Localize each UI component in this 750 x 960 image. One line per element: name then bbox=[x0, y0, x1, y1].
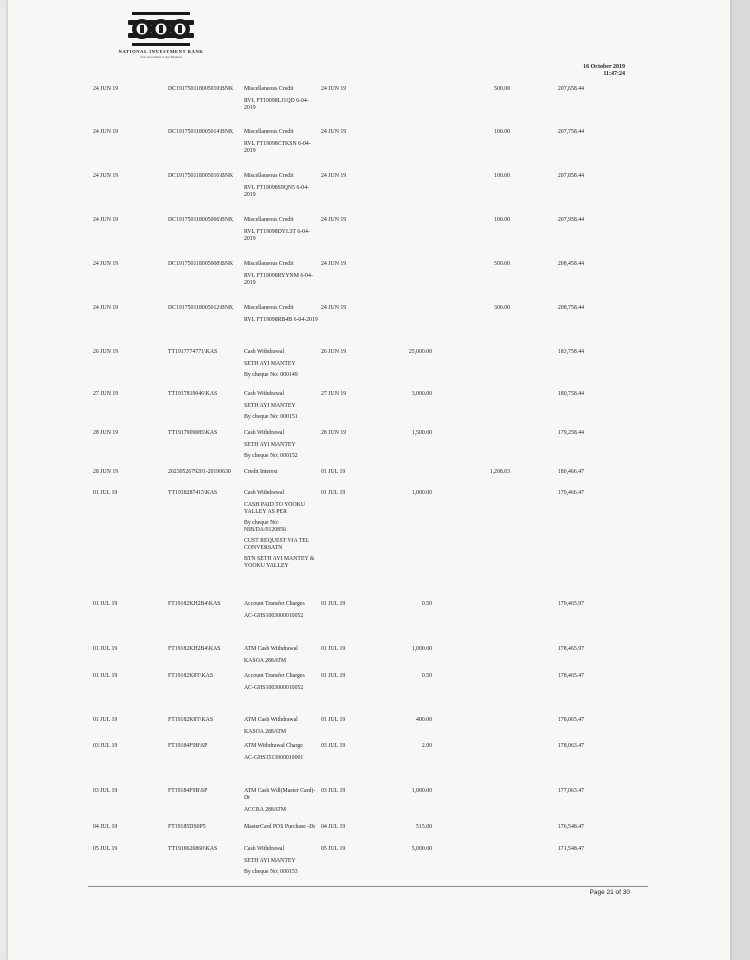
txn-reference: TT1917819046\KAS bbox=[168, 391, 218, 397]
bank-name: NATIONAL INVESTMENT BANK bbox=[118, 49, 204, 54]
txn-description-line: RVL FT19098RB4B 6-04-2019 bbox=[244, 317, 318, 323]
txn-balance: 178,063.47 bbox=[557, 743, 584, 749]
txn-value-date: 28 JUN 19 bbox=[321, 430, 347, 436]
txn-reference: FT19182K8T\KAS bbox=[168, 673, 214, 679]
txn-description-line: By cheque No: 000152 bbox=[244, 453, 298, 459]
txn-description-line: Cash Withdrawal bbox=[244, 490, 285, 496]
txn-description bbox=[244, 261, 320, 291]
txn-value-date: 04 JUL 19 bbox=[321, 824, 346, 830]
txn-description-line: SETH AYI MANTEY bbox=[244, 442, 296, 448]
txn-reference: DC191750118005014\BNK bbox=[168, 129, 234, 135]
txn-description bbox=[244, 743, 320, 766]
txn-description-line: ATM Cash Withdrawal bbox=[244, 646, 298, 652]
txn-description-line: KASOA 288ATM bbox=[244, 658, 287, 664]
txn-reference: FT19184F9B\SP bbox=[168, 788, 208, 794]
txn-description-line: CUST REQUEST VIA TEL CONVERSATN bbox=[244, 538, 310, 551]
txn-description-line: ACCRA 288ATM bbox=[244, 807, 287, 813]
txn-description bbox=[244, 490, 320, 574]
txn-balance: 178,065.47 bbox=[557, 717, 584, 723]
txn-date: 27 JUN 19 bbox=[93, 391, 119, 397]
txn-description-line: Miscellaneous Credit bbox=[244, 129, 294, 135]
txn-description bbox=[244, 469, 320, 481]
txn-description-line: Cash Withdrawal bbox=[244, 430, 285, 436]
txn-date: 03 JUL 19 bbox=[93, 743, 118, 749]
txn-description bbox=[244, 430, 320, 464]
txn-description bbox=[244, 601, 320, 624]
txn-debit: 3,000.00 bbox=[411, 391, 432, 397]
txn-description-line: CASH PAID TO YOOKU YALLEY AS PER bbox=[244, 502, 306, 515]
txn-balance: 180,758.44 bbox=[557, 391, 584, 397]
txn-description-line: ATM Cash Wdl(Master Card)-Dr bbox=[244, 788, 316, 801]
txn-balance: 207,658.44 bbox=[557, 86, 584, 92]
txn-date: 24 JUN 19 bbox=[93, 86, 119, 92]
txn-reference: FT19185DS0P5 bbox=[168, 824, 206, 830]
txn-value-date: 24 JUN 19 bbox=[321, 129, 347, 135]
txn-value-date: 01 JUL 19 bbox=[321, 601, 346, 607]
txn-credit: 1,208.03 bbox=[489, 469, 510, 475]
txn-date: 24 JUN 19 bbox=[93, 129, 119, 135]
txn-value-date: 01 JUL 19 bbox=[321, 469, 346, 475]
txn-debit: 400.00 bbox=[416, 717, 432, 723]
txn-value-date: 05 JUL 19 bbox=[321, 846, 346, 852]
txn-date: 28 JUN 19 bbox=[93, 430, 119, 436]
txn-description bbox=[244, 86, 320, 116]
txn-debit: 1,500.00 bbox=[411, 430, 432, 436]
txn-reference: FT19182K8T\KAS bbox=[168, 717, 214, 723]
txn-description bbox=[244, 646, 320, 669]
txn-debit: 1,000.00 bbox=[411, 490, 432, 496]
txn-description-line: RVL FT19098CTKSN 6-04-2019 bbox=[244, 141, 311, 154]
txn-description bbox=[244, 391, 320, 425]
txn-balance: 207,858.44 bbox=[557, 173, 584, 179]
txn-balance: 208,758.44 bbox=[557, 305, 584, 311]
txn-reference: TT1917774771\KAS bbox=[168, 349, 218, 355]
txn-date: 01 JUL 19 bbox=[93, 601, 118, 607]
txn-reference: TT1917909085\KAS bbox=[168, 430, 218, 436]
txn-value-date: 01 JUL 19 bbox=[321, 717, 346, 723]
txn-credit: 500.00 bbox=[494, 86, 510, 92]
txn-balance: 176,548.47 bbox=[557, 824, 584, 830]
page-number: Page 21 of 30 bbox=[589, 889, 630, 896]
txn-debit: 1,000.00 bbox=[411, 646, 432, 652]
txn-balance: 179,466.47 bbox=[557, 490, 584, 496]
txn-debit: 1,000.00 bbox=[411, 788, 432, 794]
bank-tagline: Your Investment is Our Business bbox=[140, 55, 182, 59]
txn-description-line: KASOA 288ATM bbox=[244, 729, 287, 735]
txn-description-line: SETH AYI MANTEY bbox=[244, 403, 296, 409]
transaction-list bbox=[8, 0, 730, 900]
txn-balance: 179,258.44 bbox=[557, 430, 584, 436]
txn-balance: 178,465.47 bbox=[557, 673, 584, 679]
txn-description-line: Miscellaneous Credit bbox=[244, 86, 294, 92]
txn-credit: 100.00 bbox=[494, 217, 510, 223]
txn-description-line: RVL FT19098DYL3T 6-04-2019 bbox=[244, 229, 310, 242]
txn-credit: 100.00 bbox=[494, 129, 510, 135]
txn-description-line: By cheque No: 000149 bbox=[244, 372, 298, 378]
txn-description-line: SETH AYI MANTEY bbox=[244, 858, 296, 864]
txn-description-line: RVL FT19098RYYNM 6-04-2019 bbox=[244, 273, 313, 286]
txn-description bbox=[244, 173, 320, 203]
txn-balance: 183,758.44 bbox=[557, 349, 584, 355]
txn-description-line: By cheque No: NIB/DA/0120856 bbox=[244, 520, 286, 533]
txn-value-date: 01 JUL 19 bbox=[321, 673, 346, 679]
txn-credit: 300.00 bbox=[494, 305, 510, 311]
txn-date: 24 JUN 19 bbox=[93, 261, 119, 267]
txn-description-line: Miscellaneous Credit bbox=[244, 173, 294, 179]
txn-debit: 2.00 bbox=[421, 743, 432, 749]
txn-description bbox=[244, 846, 320, 880]
txn-value-date: 24 JUN 19 bbox=[321, 261, 347, 267]
print-time: 11:47:24 bbox=[603, 71, 625, 77]
txn-value-date: 01 JUL 19 bbox=[321, 646, 346, 652]
txn-date: 24 JUN 19 bbox=[93, 217, 119, 223]
footer-divider bbox=[88, 886, 648, 887]
txn-value-date: 24 JUN 19 bbox=[321, 217, 347, 223]
txn-reference: FT19184F9B\SP bbox=[168, 743, 208, 749]
txn-debit: 515.00 bbox=[416, 824, 432, 830]
txn-description-line: By cheque No: 000153 bbox=[244, 869, 298, 875]
txn-description-line: Account Transfer Charges bbox=[244, 601, 305, 607]
txn-description-line: Account Transfer Charges bbox=[244, 673, 305, 679]
txn-reference: DC191750118005016\BNK bbox=[168, 173, 234, 179]
txn-description-line: Credit Interest bbox=[244, 469, 278, 475]
txn-value-date: 03 JUL 19 bbox=[321, 788, 346, 794]
txn-date: 01 JUL 19 bbox=[93, 646, 118, 652]
txn-balance: 171,548.47 bbox=[557, 846, 584, 852]
txn-value-date: 01 JUL 19 bbox=[321, 490, 346, 496]
txn-balance: 207,758.44 bbox=[557, 129, 584, 135]
txn-description-line: Cash Withdrawal bbox=[244, 391, 285, 397]
txn-description-line: AC-GHS1003000010052 bbox=[244, 685, 304, 691]
txn-date: 01 JUL 19 bbox=[93, 717, 118, 723]
txn-date: 28 JUN 19 bbox=[93, 469, 119, 475]
txn-description-line: Miscellaneous Credit bbox=[244, 305, 294, 311]
txn-reference: DC191750118005010\BNK bbox=[168, 86, 234, 92]
txn-date: 01 JUL 19 bbox=[93, 490, 118, 496]
txn-description bbox=[244, 349, 320, 383]
txn-date: 03 JUL 19 bbox=[93, 788, 118, 794]
txn-balance: 207,958.44 bbox=[557, 217, 584, 223]
txn-value-date: 27 JUN 19 bbox=[321, 391, 347, 397]
txn-description-line: ATM Withdrawal Charge bbox=[244, 743, 303, 749]
txn-credit: 500.00 bbox=[494, 261, 510, 267]
txn-reference: DC191750118005012\BNK bbox=[168, 305, 234, 311]
txn-debit: 0.50 bbox=[421, 673, 432, 679]
txn-description-line: Cash Withdrawal bbox=[244, 846, 285, 852]
txn-description-line: AC-GHS1513900010001 bbox=[244, 755, 304, 761]
txn-reference: 2023052679201-20190630 bbox=[168, 469, 231, 475]
txn-value-date: 26 JUN 19 bbox=[321, 349, 347, 355]
txn-description bbox=[244, 217, 320, 247]
statement-page bbox=[8, 0, 730, 960]
txn-balance: 178,465.97 bbox=[557, 646, 584, 652]
txn-date: 04 JUL 19 bbox=[93, 824, 118, 830]
txn-balance: 180,466.47 bbox=[557, 469, 584, 475]
txn-description-line: AC-GHS1003000010052 bbox=[244, 613, 304, 619]
txn-debit: 0.50 bbox=[421, 601, 432, 607]
txn-reference: FT19182KH2B4\KAS bbox=[168, 601, 221, 607]
print-date: 16 October 2019 bbox=[583, 64, 625, 70]
txn-value-date: 24 JUN 19 bbox=[321, 305, 347, 311]
txn-value-date: 24 JUN 19 bbox=[321, 86, 347, 92]
txn-description bbox=[244, 717, 320, 740]
txn-description-line: ATM Cash Withdrawal bbox=[244, 717, 298, 723]
txn-description-line: By cheque No: 000151 bbox=[244, 414, 298, 420]
txn-description-line: Miscellaneous Credit bbox=[244, 217, 294, 223]
txn-date: 24 JUN 19 bbox=[93, 305, 119, 311]
txn-date: 26 JUN 19 bbox=[93, 349, 119, 355]
txn-reference: TT1918287415\KAS bbox=[168, 490, 218, 496]
txn-description bbox=[244, 129, 320, 159]
txn-value-date: 03 JUL 19 bbox=[321, 743, 346, 749]
txn-reference: DC191750118005008\BNK bbox=[168, 261, 234, 267]
txn-description bbox=[244, 824, 320, 836]
txn-date: 01 JUL 19 bbox=[93, 673, 118, 679]
txn-credit: 100.00 bbox=[494, 173, 510, 179]
txn-description bbox=[244, 788, 320, 818]
txn-reference: TT1918620860\KAS bbox=[168, 846, 218, 852]
txn-description-line: Miscellaneous Credit bbox=[244, 261, 294, 267]
txn-description bbox=[244, 673, 320, 696]
txn-description-line: RVL FT19098S9QN5 6-04-2019 bbox=[244, 185, 310, 198]
txn-description bbox=[244, 305, 320, 328]
txn-reference: FT19182KH2B4\KAS bbox=[168, 646, 221, 652]
txn-value-date: 24 JUN 19 bbox=[321, 173, 347, 179]
txn-reference: DC191750118005006\BNK bbox=[168, 217, 234, 223]
txn-debit: 25,000.00 bbox=[408, 349, 432, 355]
txn-description-line: SETH AYI MANTEY bbox=[244, 361, 296, 367]
txn-balance: 177,063.47 bbox=[557, 788, 584, 794]
txn-description-line: MasterCard POS Purchase -Dr bbox=[244, 824, 316, 830]
txn-description-line: Cash Withdrawal bbox=[244, 349, 285, 355]
page-edge-shadow bbox=[730, 0, 750, 960]
txn-description-line: RVL FT19098LJ1QD 6-04-2019 bbox=[244, 98, 309, 111]
txn-balance: 208,458.44 bbox=[557, 261, 584, 267]
txn-date: 24 JUN 19 bbox=[93, 173, 119, 179]
txn-description-line: BTN SETH AYI MANTEY & YOOKU YALLEY bbox=[244, 556, 315, 569]
txn-debit: 5,000.00 bbox=[411, 846, 432, 852]
txn-balance: 179,465.97 bbox=[557, 601, 584, 607]
txn-date: 05 JUL 19 bbox=[93, 846, 118, 852]
